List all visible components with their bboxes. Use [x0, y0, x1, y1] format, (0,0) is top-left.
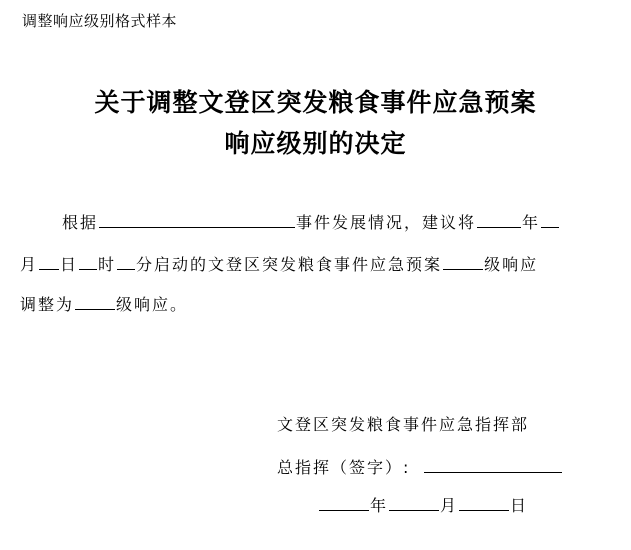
- year-text: 年: [522, 213, 541, 232]
- sign-year-text: 年: [370, 496, 389, 515]
- year-blank: [477, 211, 521, 228]
- document-title-line-2: 响应级别的决定: [224, 129, 407, 158]
- current-level-blank: [443, 253, 483, 270]
- month-blank: [541, 211, 559, 228]
- sign-day-text: 日: [510, 496, 529, 515]
- sign-month-text: 月: [440, 496, 459, 515]
- signature-commander-line: [277, 455, 563, 478]
- new-level-blank: [75, 293, 115, 310]
- current-level-text: 级响应: [484, 255, 539, 274]
- basis-text: 根据: [62, 213, 99, 232]
- body-line-2: [20, 252, 538, 275]
- day-text: 日: [60, 255, 79, 274]
- document-title-line-1: 关于调整文登区突发粮食事件应急预案: [94, 88, 537, 117]
- signature-date-line: [318, 493, 528, 516]
- month-text: 月: [20, 255, 39, 274]
- sign-day-blank: [459, 494, 509, 511]
- body-line-3: [20, 292, 188, 315]
- signature-org: 文登区突发粮食事件应急指挥部: [277, 415, 530, 434]
- minute-blank: [117, 253, 135, 270]
- sample-label: 调整响应级别格式样本: [22, 12, 178, 30]
- signature-blank: [424, 456, 562, 473]
- hour-text: 时: [98, 255, 117, 274]
- situation-text: 事件发展情况，建议将: [296, 213, 477, 232]
- body-line-1: [62, 210, 560, 233]
- day-blank: [39, 253, 59, 270]
- adjust-text: 调整为: [20, 295, 75, 314]
- hour-blank: [79, 253, 97, 270]
- sign-month-blank: [389, 494, 439, 511]
- commander-label: 总指挥（签字）:: [277, 458, 411, 477]
- basis-blank: [99, 211, 295, 228]
- new-level-text: 级响应。: [116, 295, 189, 314]
- start-text: 分启动的文登区突发粮食事件应急预案: [136, 255, 443, 274]
- sign-year-blank: [319, 494, 369, 511]
